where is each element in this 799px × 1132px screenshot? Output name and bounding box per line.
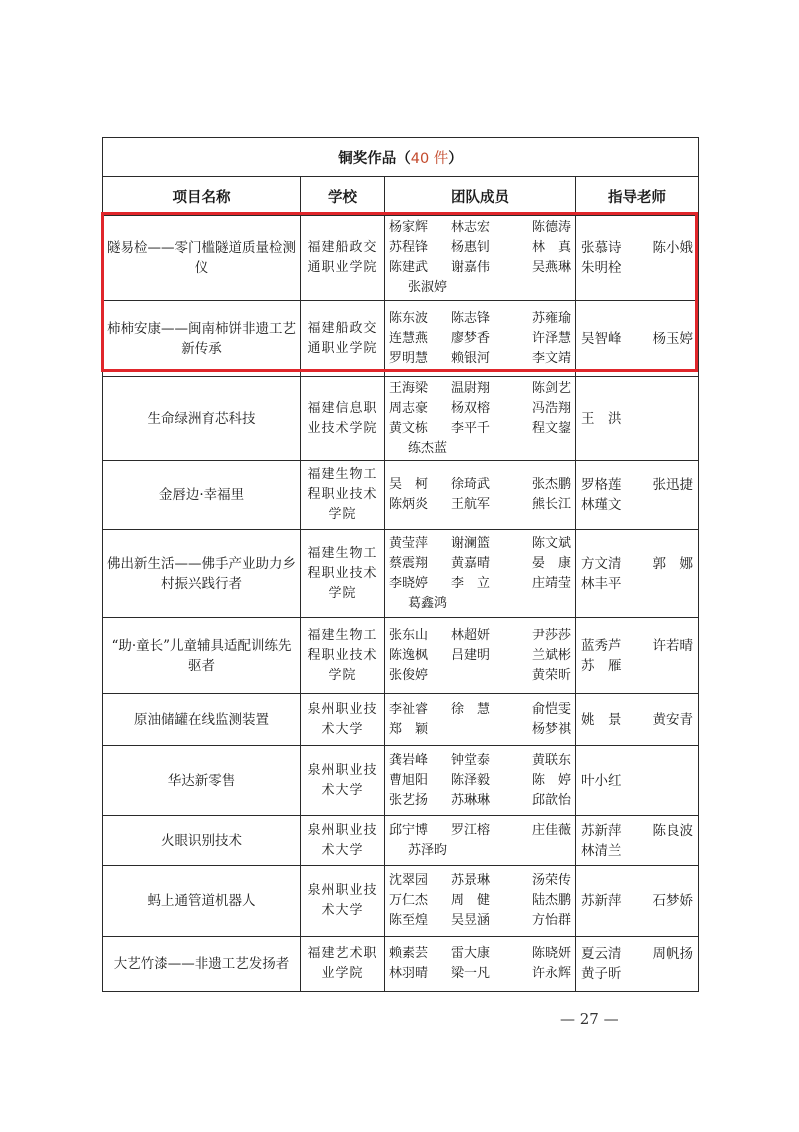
table-row (103, 866, 699, 937)
member-name: 张俊婷 (389, 667, 429, 683)
mentor-name: 苏新萍 (581, 822, 622, 839)
mentor-names (576, 618, 699, 694)
school-name: 福建生物工程职业技术学院 (301, 530, 385, 618)
mentor-line (581, 891, 693, 911)
team-members (385, 746, 576, 816)
member-name: 徐琦武 (451, 477, 491, 492)
mentor-names (576, 694, 699, 746)
school-name: 泉州职业技术大学 (301, 694, 385, 746)
member-name: 吴燕琳 (531, 260, 571, 275)
member-line (389, 309, 571, 329)
mentor-name: 陈良波 (652, 822, 693, 839)
mentor-line (581, 495, 693, 515)
member-name: 陈泽毅 (451, 772, 491, 788)
member-name: 赖银河 (451, 350, 491, 366)
header-project: 项目名称 (103, 177, 301, 216)
member-name: 陈剑艺 (531, 380, 571, 396)
member-name: 王海梁 (389, 380, 429, 396)
member-line (389, 439, 571, 459)
mentor-line (581, 964, 693, 984)
project-name: 隧易检——零门槛隧道质量检测仪 (103, 216, 301, 301)
table-header-row (103, 177, 699, 216)
member-name: 杨梦祺 (531, 721, 571, 737)
mentor-name: 叶小红 (581, 772, 622, 789)
mentor-line (581, 574, 693, 594)
member-line (389, 379, 571, 399)
member-name: 黄文栋 (389, 420, 429, 436)
member-name: 龚岩峰 (389, 752, 429, 768)
mentor-names (576, 866, 699, 937)
member-name: 葛鑫鸿 (407, 595, 447, 611)
team-members (385, 866, 576, 937)
project-name: 火眼识别技术 (103, 816, 301, 866)
member-name: 杨双榕 (451, 400, 491, 416)
table-title (103, 138, 699, 177)
team-members (385, 618, 576, 694)
mentor-line (581, 821, 693, 841)
member-name: 吕建明 (451, 647, 491, 663)
mentor-name: 石梦娇 (652, 893, 693, 909)
mentor-names (576, 816, 699, 866)
mentor-names (576, 461, 699, 530)
member-name: 温尉翔 (451, 380, 491, 396)
member-line (389, 399, 571, 419)
member-line (389, 626, 571, 646)
member-line (389, 349, 571, 369)
member-name: 张杰鹏 (531, 477, 571, 492)
member-name: 万仁杰 (389, 893, 429, 908)
school-name: 福建船政交通职业学院 (301, 216, 385, 301)
member-name: 黄荣昕 (531, 667, 571, 683)
member-name: 罗江榕 (451, 822, 491, 838)
mentor-names (576, 377, 699, 461)
mentor-name: 许若晴 (652, 637, 693, 654)
mentor-name: 朱明栓 (581, 260, 622, 276)
member-name: 林 真 (531, 240, 571, 255)
member-name: 蔡震翔 (389, 555, 429, 571)
member-name: 陈文斌 (531, 535, 571, 551)
mentor-name: 周帆扬 (652, 946, 693, 962)
member-line (389, 666, 571, 686)
table-row (103, 301, 699, 377)
mentor-line (581, 554, 693, 574)
member-line (389, 911, 571, 931)
member-name: 邱宁博 (389, 822, 429, 838)
member-line (389, 278, 571, 298)
member-name: 李平千 (451, 420, 491, 436)
member-name: 邱歆怡 (531, 792, 571, 808)
member-name: 熊长江 (531, 497, 571, 512)
school-name: 福建信息职业技术学院 (301, 377, 385, 461)
member-name: 陈至煌 (389, 913, 429, 928)
member-line (389, 751, 571, 771)
member-name: 陈炳炎 (389, 497, 429, 512)
member-name: 杨惠钊 (451, 240, 491, 255)
member-name: 沈翠园 (389, 873, 429, 888)
member-name: 尹莎莎 (531, 627, 571, 643)
member-name: 赖素芸 (389, 946, 429, 961)
member-name: 程文鋆 (531, 420, 571, 436)
member-name: 苏雍瑜 (531, 310, 571, 326)
table-row (103, 618, 699, 694)
mentor-name: 蓝秀芦 (581, 637, 622, 654)
member-name: 陈东波 (389, 310, 429, 326)
member-line (389, 821, 571, 841)
team-members (385, 301, 576, 377)
mentor-name: 方文清 (581, 555, 622, 572)
mentor-name: 黄安青 (652, 711, 693, 728)
table-body (103, 216, 699, 992)
project-name: 原油储罐在线监测装置 (103, 694, 301, 746)
member-name: 李晓婷 (389, 575, 429, 591)
mentor-names (576, 216, 699, 301)
member-line (389, 329, 571, 349)
member-name: 兰斌彬 (531, 647, 571, 663)
title-text: 铜奖作品（ (338, 150, 411, 167)
mentor-name: 张慕诗 (581, 240, 622, 256)
member-line (389, 720, 571, 740)
mentor-name: 姚 景 (581, 711, 622, 728)
table-row (103, 377, 699, 461)
member-name: 曹旭阳 (389, 772, 429, 788)
project-name: 柿柿安康——闽南柿饼非遗工艺新传承 (103, 301, 301, 377)
school-name: 福建船政交通职业学院 (301, 301, 385, 377)
member-line (389, 419, 571, 439)
project-name: 佛出新生活——佛手产业助力乡村振兴践行者 (103, 530, 301, 618)
team-members (385, 377, 576, 461)
member-line (389, 646, 571, 666)
mentor-name: 陈小娥 (652, 240, 693, 256)
mentor-line (581, 841, 693, 861)
member-name: 张东山 (389, 627, 429, 643)
table-row (103, 937, 699, 992)
mentor-name: 苏 雁 (581, 657, 622, 674)
team-members (385, 216, 576, 301)
member-name: 李 立 (451, 575, 491, 591)
member-name: 林志宏 (451, 220, 491, 235)
member-name: 徐 慧 (451, 701, 491, 717)
member-line (389, 574, 571, 594)
table-row (103, 816, 699, 866)
school-name: 泉州职业技术大学 (301, 866, 385, 937)
mentor-line (581, 771, 693, 791)
mentor-name: 林清兰 (581, 842, 622, 859)
member-line (389, 258, 571, 278)
member-name: 方怡群 (531, 913, 571, 928)
title-close: ） (448, 150, 463, 167)
member-name: 廖梦香 (451, 330, 491, 346)
member-name: 庄佳薇 (531, 822, 571, 838)
table-row (103, 530, 699, 618)
project-name: “助·童长”儿童辅具适配训练先驱者 (103, 618, 301, 694)
member-line (389, 594, 571, 614)
member-name: 林羽晴 (389, 966, 429, 981)
member-line (389, 944, 571, 964)
awards-table (102, 137, 699, 992)
school-name: 泉州职业技术大学 (301, 816, 385, 866)
table-row (103, 216, 699, 301)
member-line (389, 871, 571, 891)
member-name: 苏泽昀 (407, 842, 447, 858)
member-name: 苏程锋 (389, 240, 429, 255)
mentor-name: 苏新萍 (581, 893, 622, 909)
mentor-line (581, 710, 693, 730)
table-row (103, 461, 699, 530)
mentor-names (576, 530, 699, 618)
mentor-line (581, 258, 693, 278)
member-line (389, 238, 571, 258)
table-row (103, 746, 699, 816)
mentor-name: 林丰平 (581, 575, 622, 592)
member-name: 黄联东 (531, 752, 571, 768)
member-name: 陈德涛 (531, 220, 571, 235)
member-line (389, 891, 571, 911)
team-members (385, 816, 576, 866)
header-school: 学校 (301, 177, 385, 216)
member-name: 罗明慧 (389, 350, 429, 366)
table-title-row (103, 138, 699, 177)
member-line (389, 791, 571, 811)
team-members (385, 937, 576, 992)
school-name: 福建生物工程职业技术学院 (301, 618, 385, 694)
mentor-names (576, 937, 699, 992)
mentor-line (581, 636, 693, 656)
member-name: 李文靖 (531, 350, 571, 366)
mentor-name: 黄子昕 (581, 966, 622, 982)
header-team: 团队成员 (385, 177, 576, 216)
member-name: 钟堂泰 (451, 752, 491, 768)
page-number: — 27 — (560, 1010, 619, 1028)
member-name: 苏景琳 (451, 873, 491, 888)
mentor-name: 王 洪 (581, 410, 622, 427)
member-name: 汤荣传 (531, 873, 571, 888)
member-name: 周 健 (451, 893, 491, 908)
member-line (389, 218, 571, 238)
member-name: 李祉睿 (389, 701, 429, 717)
member-name: 黄莹萍 (389, 535, 429, 551)
member-name: 陈志锋 (451, 310, 491, 326)
member-name: 陈 婷 (531, 772, 571, 788)
member-name: 连慧燕 (389, 330, 429, 346)
school-name: 福建生物工程职业技术学院 (301, 461, 385, 530)
mentor-line (581, 944, 693, 964)
member-name: 陈逸枫 (389, 647, 429, 663)
mentor-name: 吴智峰 (581, 330, 622, 347)
member-name: 黄嘉晴 (451, 555, 491, 571)
mentor-line (581, 656, 693, 676)
member-line (389, 700, 571, 720)
member-name: 林超妍 (451, 627, 491, 643)
member-name: 苏琳琳 (451, 792, 491, 808)
project-name: 华达新零售 (103, 746, 301, 816)
member-name: 吴昱涵 (451, 913, 491, 928)
mentor-line (581, 475, 693, 495)
member-line (389, 841, 571, 861)
member-name: 陈晓妍 (531, 946, 571, 961)
member-name: 谢澜篮 (451, 535, 491, 551)
team-members (385, 461, 576, 530)
school-name: 泉州职业技术大学 (301, 746, 385, 816)
mentor-name: 张迅捷 (652, 477, 693, 493)
member-name: 俞恺雯 (531, 701, 571, 717)
project-name: 大艺竹漆——非遗工艺发扬者 (103, 937, 301, 992)
member-name: 张艺扬 (389, 792, 429, 808)
mentor-name: 罗格莲 (581, 477, 622, 493)
member-name: 谢嘉伟 (451, 260, 491, 275)
member-name: 陈建武 (389, 260, 429, 275)
mentor-name: 林瑾文 (581, 497, 622, 513)
member-name: 许泽慧 (531, 330, 571, 346)
header-mentor: 指导老师 (576, 177, 699, 216)
member-line (389, 534, 571, 554)
member-name: 吴 柯 (389, 477, 429, 492)
team-members (385, 530, 576, 618)
project-name: 金唇边·幸福里 (103, 461, 301, 530)
member-line (389, 964, 571, 984)
school-name: 福建艺术职业学院 (301, 937, 385, 992)
member-name: 杨家辉 (389, 220, 429, 235)
mentor-name: 夏云清 (581, 946, 622, 962)
mentor-name: 郭 娜 (652, 555, 693, 572)
member-line (389, 554, 571, 574)
member-name: 练杰蓝 (407, 440, 447, 456)
mentor-line (581, 329, 693, 349)
award-count: 40 件 (410, 150, 449, 167)
table-row (103, 694, 699, 746)
mentor-name: 杨玉婷 (652, 330, 693, 347)
mentor-line (581, 238, 693, 258)
member-name: 陆杰鹏 (531, 893, 571, 908)
member-name: 周志豪 (389, 400, 429, 416)
member-line (389, 495, 571, 515)
member-name: 王航军 (451, 497, 491, 512)
member-name: 冯浩翔 (531, 400, 571, 416)
member-name: 庄靖莹 (531, 575, 571, 591)
member-name: 张淑婷 (407, 280, 447, 295)
mentor-names (576, 301, 699, 377)
mentor-names (576, 746, 699, 816)
mentor-line (581, 409, 693, 429)
member-name: 许永辉 (531, 966, 571, 981)
member-name: 雷大康 (451, 946, 491, 961)
team-members (385, 694, 576, 746)
member-line (389, 771, 571, 791)
member-name: 晏 康 (531, 555, 571, 571)
member-name: 梁一凡 (451, 966, 491, 981)
member-line (389, 475, 571, 495)
project-name: 生命绿洲育芯科技 (103, 377, 301, 461)
project-name: 蚂上通管道机器人 (103, 866, 301, 937)
member-name: 郑 颖 (389, 721, 429, 737)
